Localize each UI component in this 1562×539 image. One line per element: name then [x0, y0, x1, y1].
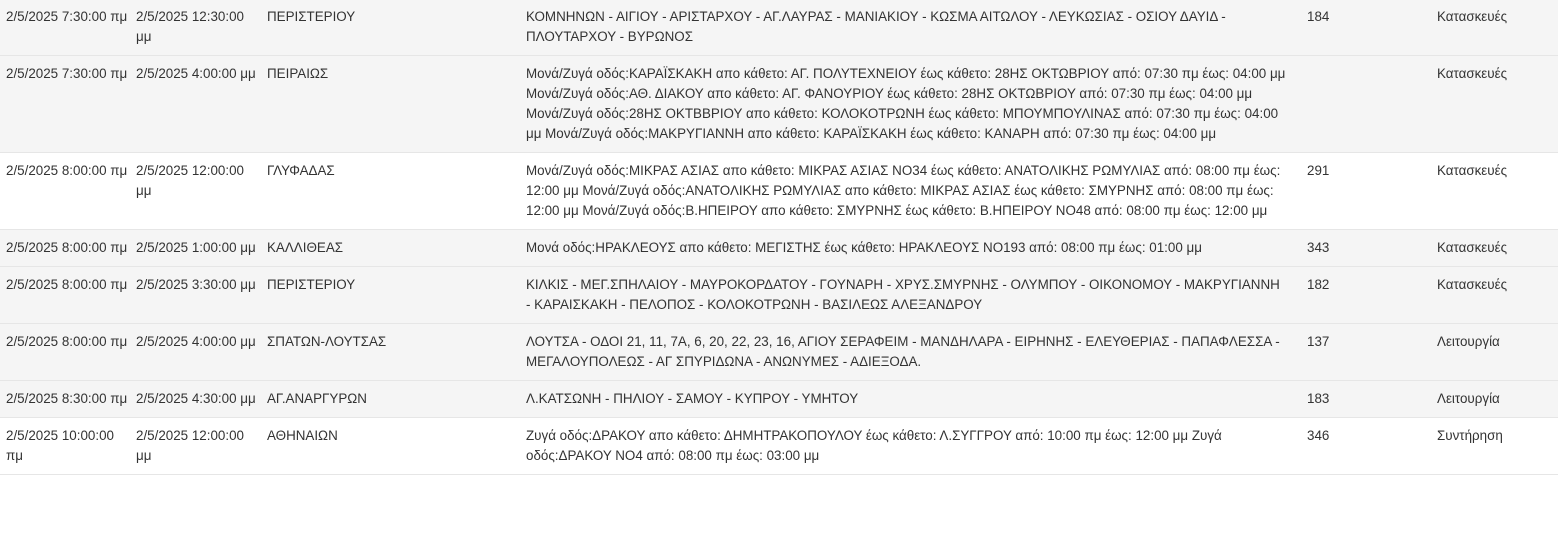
table-row [0, 267, 1558, 324]
streets-cell: Λ.ΚΑΤΣΩΝΗ - ΠΗΛΙΟΥ - ΣΑΜΟΥ - ΚΥΠΡΟΥ - ΥΜΗΤΟΥ [520, 381, 1301, 418]
table-row [0, 230, 1558, 267]
start-time-cell: 2/5/2025 10:00:00 πμ [0, 418, 130, 475]
number-cell: 343 [1301, 230, 1431, 267]
end-time-cell: 2/5/2025 3:30:00 μμ [130, 267, 261, 324]
number-cell: 291 [1301, 153, 1431, 230]
end-time-cell: 2/5/2025 4:00:00 μμ [130, 56, 261, 153]
start-time-cell: 2/5/2025 8:00:00 πμ [0, 324, 130, 381]
streets-cell: ΛΟΥΤΣΑ - ΟΔΟΙ 21, 11, 7Α, 6, 20, 22, 23, 16, ΑΓΙΟΥ ΣΕΡΑΦΕΙΜ - ΜΑΝΔΗΛΑΡΑ - ΕΙΡΗΝΗΣ - ΕΛΕΥΘΕΡΙΑΣ - ΠΑΠΑΦΛΕΣΣΑ - ΜΕΓΑΛΟΥΠΟΛΕΩΣ - ΑΓ ΣΠΥΡΙΔΩΝΑ - ΑΝΩΝΥΜΕΣ - ΑΔΙΕΞΟΔΑ. [520, 324, 1301, 381]
streets-cell: Μονά/Ζυγά οδός:ΚΑΡΑΪΣΚΑΚΗ απο κάθετο: ΑΓ. ΠΟΛΥΤΕΧΝΕΙΟΥ έως κάθετο: 28ΗΣ ΟΚΤΩΒΡΙΟΥ από: 07:30 πμ έως: 04:00 μμ Μονά/Ζυγά οδός:ΑΘ. ΔΙΑΚΟΥ απο κάθετο: ΑΓ. ΦΑΝΟΥΡΙΟΥ έως κάθετο: 28ΗΣ ΟΚΤΩΒΡΙΟΥ από: 07:30 πμ έως: 04:00 μμ Μονά/Ζυγά οδός:28ΗΣ ΟΚΤΒΒΡΙΟΥ απο κάθετο: ΚΟΛΟΚΟΤΡΩΝΗ έως κάθετο: ΜΠΟΥΜΠΟΥΛΙΝΑΣ από: 07:30 πμ έως: 04:00 μμ Μονά/Ζυγά οδός:ΜΑΚΡΥΓΙΑΝΝΗ απο κάθετο: ΚΑΡΑΪΣΚΑΚΗ έως κάθετο: ΚΑΝΑΡΗ από: 07:30 πμ έως: 04:00 μμ [520, 56, 1301, 153]
reason-cell: Συντήρηση [1431, 418, 1558, 475]
table-row [0, 381, 1558, 418]
municipality-cell: ΣΠΑΤΩΝ-ΛΟΥΤΣΑΣ [261, 324, 520, 381]
number-cell: 183 [1301, 381, 1431, 418]
streets-cell: Ζυγά οδός:ΔΡΑΚΟΥ απο κάθετο: ΔΗΜΗΤΡΑΚΟΠΟΥΛΟΥ έως κάθετο: Λ.ΣΥΓΓΡΟΥ από: 10:00 πμ έως: 12:00 μμ Ζυγά οδός:ΔΡΑΚΟΥ ΝΟ4 από: 08:00 πμ έως: 03:00 μμ [520, 418, 1301, 475]
municipality-cell: ΠΕΡΙΣΤΕΡΙΟΥ [261, 267, 520, 324]
number-cell: 182 [1301, 267, 1431, 324]
start-time-cell: 2/5/2025 7:30:00 πμ [0, 0, 130, 56]
municipality-cell: ΚΑΛΛΙΘΕΑΣ [261, 230, 520, 267]
reason-cell: Κατασκευές [1431, 230, 1558, 267]
end-time-cell: 2/5/2025 12:00:00 μμ [130, 153, 261, 230]
streets-cell: Μονά οδός:ΗΡΑΚΛΕΟΥΣ απο κάθετο: ΜΕΓΙΣΤΗΣ έως κάθετο: ΗΡΑΚΛΕΟΥΣ ΝΟ193 από: 08:00 πμ έως: 01:00 μμ [520, 230, 1301, 267]
end-time-cell: 2/5/2025 12:30:00 μμ [130, 0, 261, 56]
number-cell: 346 [1301, 418, 1431, 475]
municipality-cell: ΠΕΙΡΑΙΩΣ [261, 56, 520, 153]
start-time-cell: 2/5/2025 8:30:00 πμ [0, 381, 130, 418]
table-row [0, 324, 1558, 381]
table-row [0, 418, 1558, 475]
municipality-cell: ΑΘΗΝΑΙΩΝ [261, 418, 520, 475]
end-time-cell: 2/5/2025 1:00:00 μμ [130, 230, 261, 267]
number-cell: 137 [1301, 324, 1431, 381]
reason-cell: Λειτουργία [1431, 324, 1558, 381]
reason-cell: Κατασκευές [1431, 153, 1558, 230]
municipality-cell: ΑΓ.ΑΝΑΡΓΥΡΩΝ [261, 381, 520, 418]
end-time-cell: 2/5/2025 4:00:00 μμ [130, 324, 261, 381]
start-time-cell: 2/5/2025 8:00:00 πμ [0, 230, 130, 267]
municipality-cell: ΠΕΡΙΣΤΕΡΙΟΥ [261, 0, 520, 56]
number-cell [1301, 56, 1431, 153]
streets-cell: ΚΟΜΝΗΝΩΝ - ΑΙΓΙΟΥ - ΑΡΙΣΤΑΡΧΟΥ - ΑΓ.ΛΑΥΡΑΣ - ΜΑΝΙΑΚΙΟΥ - ΚΩΣΜΑ ΑΙΤΩΛΟΥ - ΛΕΥΚΩΣΙΑΣ - ΟΣΙΟΥ ΔΑΥΙΔ - ΠΛΟΥΤΑΡΧΟΥ - ΒΥΡΩΝΟΣ [520, 0, 1301, 56]
start-time-cell: 2/5/2025 7:30:00 πμ [0, 56, 130, 153]
end-time-cell: 2/5/2025 12:00:00 μμ [130, 418, 261, 475]
table-row [0, 56, 1558, 153]
start-time-cell: 2/5/2025 8:00:00 πμ [0, 153, 130, 230]
reason-cell: Λειτουργία [1431, 381, 1558, 418]
streets-cell: ΚΙΛΚΙΣ - ΜΕΓ.ΣΠΗΛΑΙΟΥ - ΜΑΥΡΟΚΟΡΔΑΤΟΥ - ΓΟΥΝΑΡΗ - ΧΡΥΣ.ΣΜΥΡΝΗΣ - ΟΛΥΜΠΟΥ - ΟΙΚΟΝΟΜΟΥ - ΜΑΚΡΥΓΙΑΝΝΗ - ΚΑΡΑΙΣΚΑΚΗ - ΠΕΛΟΠΟΣ - ΚΟΛΟΚΟΤΡΩΝΗ - ΒΑΣΙΛΕΩΣ ΑΛΕΞΑΝΔΡΟΥ [520, 267, 1301, 324]
start-time-cell: 2/5/2025 8:00:00 πμ [0, 267, 130, 324]
table-row [0, 0, 1558, 56]
reason-cell: Κατασκευές [1431, 267, 1558, 324]
municipality-cell: ΓΛΥΦΑΔΑΣ [261, 153, 520, 230]
end-time-cell: 2/5/2025 4:30:00 μμ [130, 381, 261, 418]
reason-cell: Κατασκευές [1431, 56, 1558, 153]
reason-cell: Κατασκευές [1431, 0, 1558, 56]
streets-cell: Μονά/Ζυγά οδός:ΜΙΚΡΑΣ ΑΣΙΑΣ απο κάθετο: ΜΙΚΡΑΣ ΑΣΙΑΣ ΝΟ34 έως κάθετο: ΑΝΑΤΟΛΙΚΗΣ ΡΩΜΥΛΙΑΣ από: 08:00 πμ έως: 12:00 μμ Μονά/Ζυγά οδός:ΑΝΑΤΟΛΙΚΗΣ ΡΩΜΥΛΙΑΣ απο κάθετο: ΜΙΚΡΑΣ ΑΣΙΑΣ έως κάθετο: ΣΜΥΡΝΗΣ από: 08:00 πμ έως: 12:00 μμ Μονά/Ζυγά οδός:Β.ΗΠΕΙΡΟΥ απο κάθετο: ΣΜΥΡΝΗΣ έως κάθετο: Β.ΗΠΕΙΡΟΥ ΝΟ48 από: 08:00 πμ έως: 12:00 μμ [520, 153, 1301, 230]
table-row [0, 153, 1558, 230]
number-cell: 184 [1301, 0, 1431, 56]
